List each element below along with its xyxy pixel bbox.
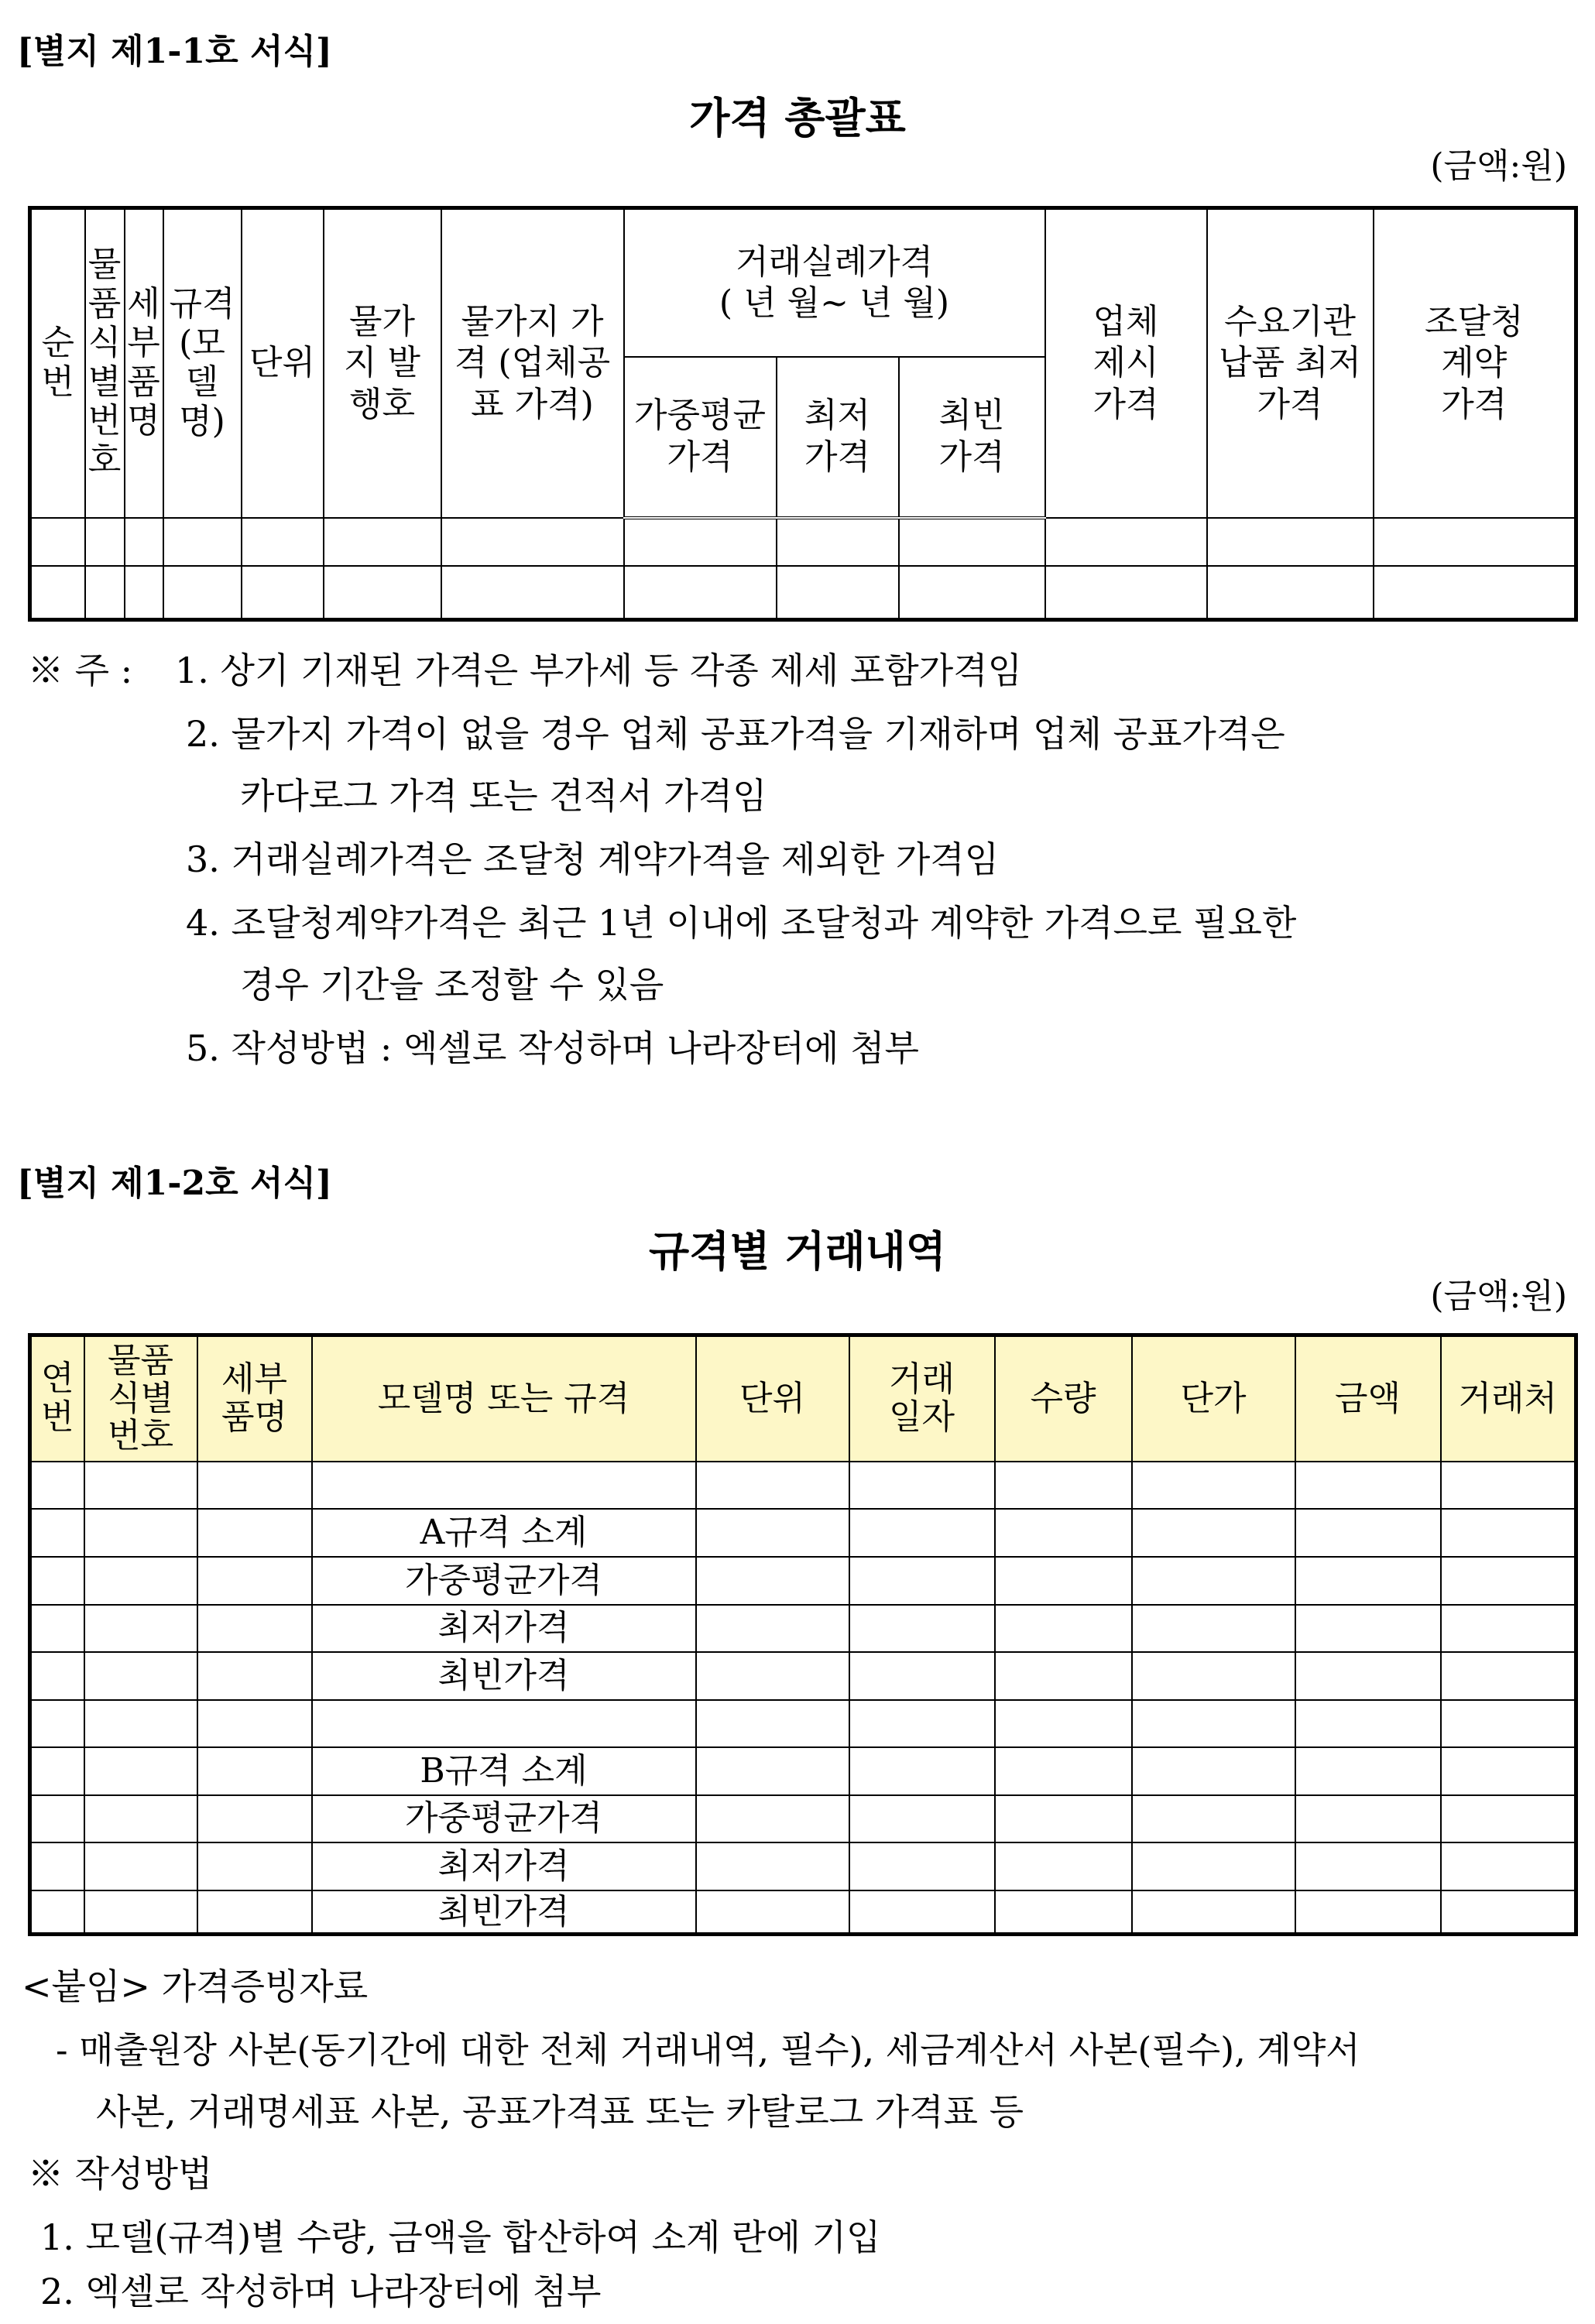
attachment-title: <붙임> 가격증빙자료 [22,1966,369,2007]
note-5: 5. 작성방법 : 엑셀로 작성하며 나라장터에 첨부 [186,1027,919,1069]
header-detail-name: 세부품명 [197,1335,312,1462]
table-row [30,1700,1576,1747]
header-quantity: 수량 [995,1335,1132,1462]
form1-label: [별지 제1-1호 서식] [17,32,332,71]
header-item-id: 물품식별번호 [85,208,125,518]
table-row [30,1462,1576,1509]
form1-title: 가격 총괄표 [689,93,906,142]
table-row [30,1890,1576,1935]
table-row [30,1747,1576,1795]
table-row [30,518,1576,566]
header-pps-contract: 조달청 계약 가격 [1374,208,1576,518]
header-item-id: 물품식별번호 [84,1335,197,1462]
table-row [30,1557,1576,1605]
row-label: 최빈가격 [312,1890,696,1935]
row-label: 가중평균가격 [312,1557,696,1605]
note-4-cont: 경우 기간을 조정할 수 있음 [240,964,664,1006]
table-row [30,1509,1576,1557]
note-2-cont: 카다로그 가격 또는 견적서 가격임 [240,775,767,817]
header-unit: 단위 [696,1335,849,1462]
form2-label: [별지 제1-2호 서식] [17,1164,332,1203]
form2-title: 규격별 거래내역 [649,1226,946,1276]
note-4: 4. 조달청계약가격은 최근 1년 이내에 조달청과 계약한 가격으로 필요한 [186,902,1297,944]
header-demand-lowest: 수요기관 납품 최저가격 [1207,208,1374,518]
header-vendor-price: 업체 제시 가격 [1045,208,1207,518]
header-row [30,1335,1576,1462]
table-row [30,1842,1576,1890]
method-2: 2. 엑셀로 작성하며 나라장터에 첨부 [40,2271,602,2312]
header-serial: 연번 [30,1335,84,1462]
row-label: 가중평균가격 [312,1795,696,1842]
header-most-frequent: 최빈 가격 [899,357,1045,518]
header-actual-transaction [624,208,1045,357]
row-label: 최빈가격 [312,1652,696,1700]
row-label: A규격 소계 [312,1509,696,1557]
header-unit-price: 단가 [1132,1335,1295,1462]
row-label: 최저가격 [312,1842,696,1890]
notes-prefix: ※ 주 : [28,650,133,691]
note-2: 2. 물가지 가격이 없을 경우 업체 공표가격을 기재하며 업체 공표가격은 [186,713,1285,755]
row-label: 최저가격 [312,1605,696,1652]
header-actual-transaction-title: 거래실례가격 [735,242,934,282]
note-3: 3. 거래실례가격은 조달청 계약가격을 제외한 가격임 [186,838,1000,880]
header-detail-name: 세부품명 [125,208,163,518]
header-price-issue: 물가지 발행호 [324,208,441,518]
header-trade-date: 거래일자 [849,1335,995,1462]
header-unit: 단위 [242,208,324,518]
form1-unit: (금액:원) [1430,146,1567,186]
header-price-magazine: 물가지 가격 (업체공표 가격) [441,208,624,518]
header-weighted-avg: 가중평균 가격 [624,357,777,518]
method-title: ※ 작성방법 [28,2153,213,2195]
header-seq: 순번 [30,208,85,518]
transaction-detail-table [28,1333,1578,1936]
header-spec: 규격(모델명) [163,208,242,518]
table-row [30,1605,1576,1652]
header-lowest: 최저 가격 [777,357,899,518]
table-row [30,566,1576,620]
attachment-line-1: - 매출원장 사본(동기간에 대한 전체 거래내역, 필수), 세금계산서 사본(필수), 계약서 [56,2029,1360,2071]
table-row [30,1652,1576,1700]
note-1: 1. 상기 기재된 가격은 부가세 등 각종 제세 포함가격임 [175,650,1023,691]
table-row [30,1795,1576,1842]
price-summary-table [28,206,1578,622]
header-amount: 금액 [1295,1335,1441,1462]
header-actual-transaction-period: ( 년 월~ 년 월) [719,283,950,324]
method-1: 1. 모델(규격)별 수량, 금액을 합산하여 소계 란에 기입 [40,2216,881,2258]
header-vendor: 거래처 [1441,1335,1576,1462]
attachment-line-2: 사본, 거래명세표 사본, 공표가격표 또는 카탈로그 가격표 등 [96,2091,1024,2133]
header-model-spec: 모델명 또는 규격 [312,1335,696,1462]
form2-unit: (금액:원) [1430,1277,1567,1316]
row-label: B규격 소계 [312,1747,696,1795]
